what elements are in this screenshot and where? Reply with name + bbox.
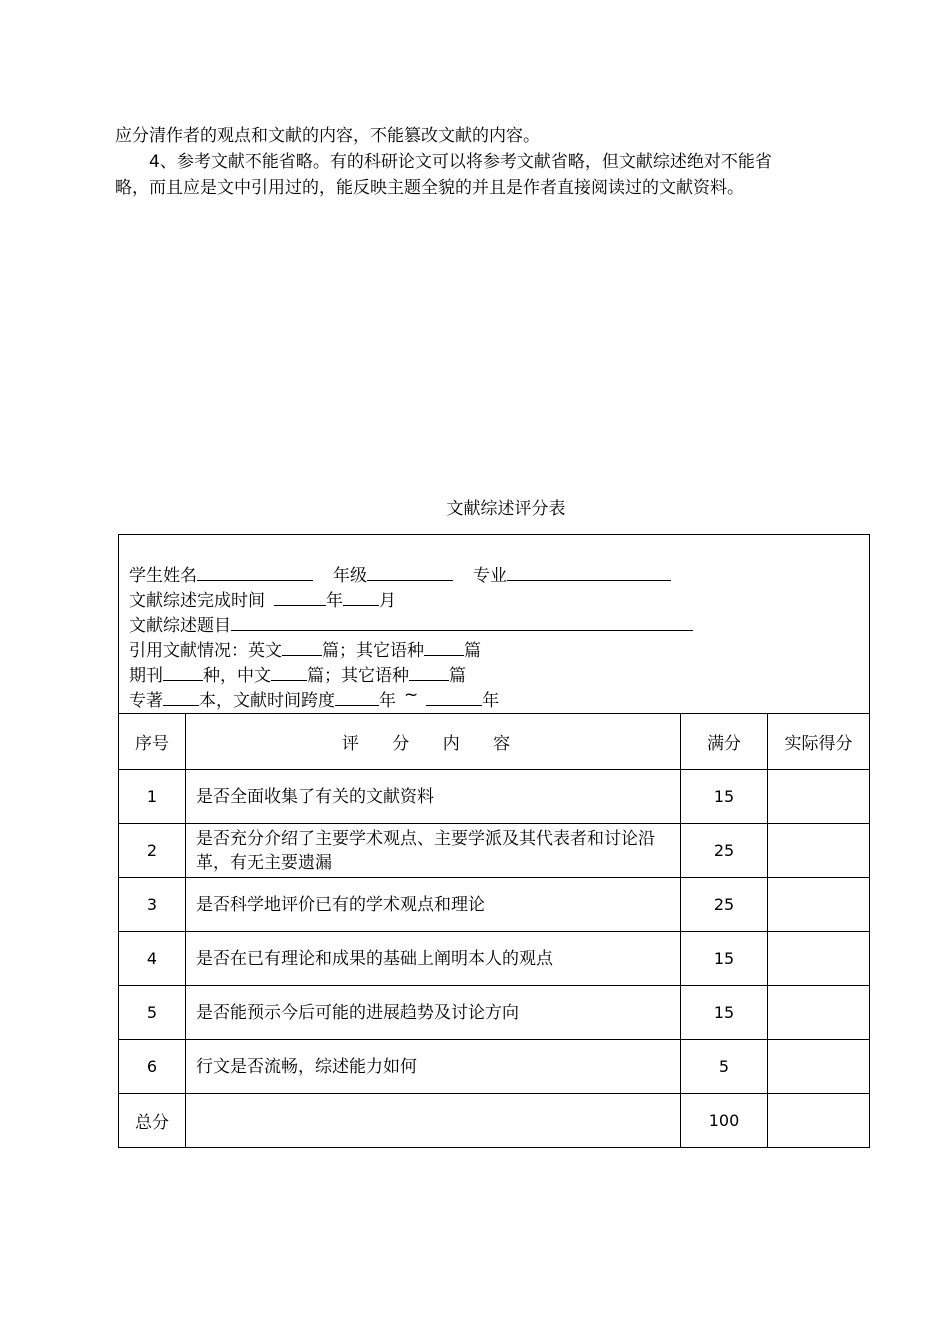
student-name-blank[interactable] — [197, 562, 313, 581]
span-end-blank[interactable] — [426, 687, 482, 706]
header-content: 评 分 内 容 — [186, 714, 681, 770]
row-seq: 4 — [119, 932, 186, 986]
info-line-6 — [129, 687, 869, 712]
citation-label: 引用文献情况：英文 — [129, 641, 282, 661]
zhong-label: 种，中文 — [203, 666, 271, 686]
row-full-score: 15 — [681, 986, 768, 1040]
year-label: 年 — [326, 591, 343, 611]
other-lang-label-1: ；其它语种 — [339, 641, 424, 661]
row-full-score: 25 — [681, 824, 768, 878]
row-seq: 2 — [119, 824, 186, 878]
header-row — [119, 714, 870, 770]
header-seq: 序号 — [119, 714, 186, 770]
row-full-score: 5 — [681, 1040, 768, 1094]
header-full-score: 满分 — [681, 714, 768, 770]
table-row — [119, 986, 870, 1040]
student-info-cell — [119, 535, 870, 714]
span-label: 本，文献时间跨度 — [199, 691, 335, 711]
info-line-3 — [129, 612, 869, 637]
completion-month-blank[interactable] — [343, 587, 379, 606]
month-label: 月 — [379, 591, 396, 611]
pian-label-1: 篇 — [322, 641, 339, 661]
other-lang-count-blank-2[interactable] — [409, 662, 449, 681]
year-label-2: 年 — [379, 691, 396, 711]
info-line-4 — [129, 637, 869, 662]
topic-blank[interactable] — [231, 612, 693, 631]
paragraph-line-2 — [115, 149, 865, 175]
pian-label-2: 篇 — [464, 641, 481, 661]
header-actual-score: 实际得分 — [768, 714, 870, 770]
row-seq: 1 — [119, 770, 186, 824]
total-row — [119, 1094, 870, 1148]
table-row — [119, 1040, 870, 1094]
row-actual-score[interactable] — [768, 824, 870, 878]
other-lang-count-blank-1[interactable] — [424, 637, 464, 656]
row-actual-score[interactable] — [768, 770, 870, 824]
total-label: 总分 — [119, 1094, 186, 1148]
row-actual-score[interactable] — [768, 932, 870, 986]
year-label-3: 年 — [482, 691, 500, 711]
english-count-blank[interactable] — [282, 637, 322, 656]
monograph-count-blank[interactable] — [163, 687, 199, 706]
paragraph-line-3: 略，而且应是文中引用过的，能反映主题全貌的并且是作者直接阅读过的文献资料。 — [115, 178, 744, 198]
row-full-score: 15 — [681, 932, 768, 986]
span-start-blank[interactable] — [335, 687, 379, 706]
info-line-2 — [129, 587, 869, 612]
journal-count-blank[interactable] — [163, 662, 203, 681]
table-row — [119, 878, 870, 932]
total-content — [186, 1094, 681, 1148]
table-row — [119, 932, 870, 986]
topic-label: 文献综述题目 — [129, 616, 231, 636]
row-content: 是否在已有理论和成果的基础上阐明本人的观点 — [186, 932, 681, 986]
other-lang-label-2: ；其它语种 — [324, 666, 409, 686]
major-label: 专业 — [473, 566, 507, 586]
table-row — [119, 770, 870, 824]
student-name-label: 学生姓名 — [129, 566, 197, 586]
row-full-score: 25 — [681, 878, 768, 932]
row-actual-score[interactable] — [768, 1040, 870, 1094]
row-seq: 6 — [119, 1040, 186, 1094]
completion-year-blank[interactable] — [274, 587, 326, 606]
row-actual-score[interactable] — [768, 878, 870, 932]
pian-label-4: 篇 — [449, 666, 466, 686]
tilde-separator: ~ — [404, 685, 419, 705]
row-content: 是否充分介绍了主要学术观点、主要学派及其代表者和讨论沿革，有无主要遗漏 — [186, 824, 681, 878]
row-content: 行文是否流畅，综述能力如何 — [186, 1040, 681, 1094]
table-title: 文献综述评分表 — [446, 499, 566, 519]
major-blank[interactable] — [507, 562, 671, 581]
info-line-5 — [129, 662, 869, 687]
paragraph-line-2-text: 4、参考文献不能省略。有的科研论文可以将参考文献省略，但文献综述绝对不能省 — [149, 152, 772, 172]
monograph-label: 专著 — [129, 691, 163, 711]
total-actual-score[interactable] — [768, 1094, 870, 1148]
chinese-count-blank[interactable] — [271, 662, 307, 681]
paragraph-line-1: 应分清作者的观点和文献的内容，不能篡改文献的内容。 — [115, 126, 540, 146]
row-full-score: 15 — [681, 770, 768, 824]
row-content: 是否科学地评价已有的学术观点和理论 — [186, 878, 681, 932]
row-content: 是否能预示今后可能的进展趋势及讨论方向 — [186, 986, 681, 1040]
pian-label-3: 篇 — [307, 666, 324, 686]
scoring-table — [118, 534, 870, 1148]
total-full-score: 100 — [681, 1094, 768, 1148]
row-actual-score[interactable] — [768, 986, 870, 1040]
journal-label: 期刊 — [129, 666, 163, 686]
row-seq: 5 — [119, 986, 186, 1040]
row-seq: 3 — [119, 878, 186, 932]
completion-time-label: 文献综述完成时间 — [129, 591, 265, 611]
grade-label: 年级 — [333, 566, 367, 586]
table-row — [119, 824, 870, 878]
grade-blank[interactable] — [367, 562, 453, 581]
info-line-1 — [129, 562, 869, 587]
row-content: 是否全面收集了有关的文献资料 — [186, 770, 681, 824]
